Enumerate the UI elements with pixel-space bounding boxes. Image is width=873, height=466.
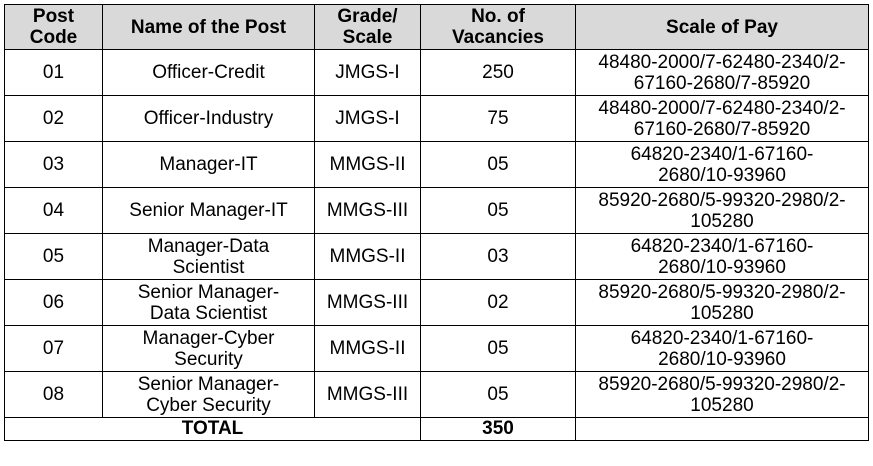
table-row <box>5 372 869 418</box>
scale-of-pay-cell: 48480-2000/7-62480-2340/2- 67160-2680/7-85920 <box>576 50 869 96</box>
table-row <box>5 96 869 142</box>
scale-of-pay-cell: 85920-2680/5-99320-2980/2- 105280 <box>576 188 869 234</box>
vacancies-cell: 05 <box>421 372 576 418</box>
post-code-cell: 02 <box>5 96 103 142</box>
vacancies-cell: 05 <box>421 326 576 372</box>
post-code-cell: 03 <box>5 142 103 188</box>
header-grade-scale: Grade/ Scale <box>315 5 421 50</box>
post-name-cell: Officer-Credit <box>103 50 315 96</box>
total-row <box>5 418 869 441</box>
post-name-cell: Senior Manager- Data Scientist <box>103 280 315 326</box>
post-name-cell: Senior Manager- Cyber Security <box>103 372 315 418</box>
post-name-cell: Manager-Data Scientist <box>103 234 315 280</box>
scale-of-pay-cell: 64820-2340/1-67160- 2680/10-93960 <box>576 326 869 372</box>
table-row <box>5 326 869 372</box>
scale-of-pay-cell: 64820-2340/1-67160- 2680/10-93960 <box>576 234 869 280</box>
grade-cell: MMGS-III <box>315 372 421 418</box>
table-row <box>5 142 869 188</box>
total-vacancies: 350 <box>421 418 576 441</box>
header-scale-of-pay: Scale of Pay <box>576 5 869 50</box>
post-name-cell: Senior Manager-IT <box>103 188 315 234</box>
post-code-cell: 07 <box>5 326 103 372</box>
grade-cell: JMGS-I <box>315 96 421 142</box>
table-row <box>5 50 869 96</box>
scale-of-pay-cell: 85920-2680/5-99320-2980/2- 105280 <box>576 280 869 326</box>
vacancy-table <box>4 4 869 441</box>
grade-cell: MMGS-II <box>315 234 421 280</box>
vacancies-cell: 02 <box>421 280 576 326</box>
post-name-cell: Manager-IT <box>103 142 315 188</box>
header-vacancies: No. of Vacancies <box>421 5 576 50</box>
header-post-name: Name of the Post <box>103 5 315 50</box>
table-row <box>5 234 869 280</box>
post-code-cell: 08 <box>5 372 103 418</box>
vacancies-cell: 03 <box>421 234 576 280</box>
post-code-cell: 05 <box>5 234 103 280</box>
post-name-cell: Manager-Cyber Security <box>103 326 315 372</box>
grade-cell: MMGS-III <box>315 280 421 326</box>
total-label: TOTAL <box>5 418 421 441</box>
vacancies-cell: 05 <box>421 142 576 188</box>
scale-of-pay-cell: 64820-2340/1-67160- 2680/10-93960 <box>576 142 869 188</box>
post-code-cell: 04 <box>5 188 103 234</box>
scale-of-pay-cell: 85920-2680/5-99320-2980/2- 105280 <box>576 372 869 418</box>
table-row <box>5 188 869 234</box>
header-post-code: Post Code <box>5 5 103 50</box>
vacancies-cell: 05 <box>421 188 576 234</box>
header-row <box>5 5 869 50</box>
grade-cell: MMGS-II <box>315 326 421 372</box>
post-code-cell: 01 <box>5 50 103 96</box>
grade-cell: MMGS-II <box>315 142 421 188</box>
vacancies-cell: 250 <box>421 50 576 96</box>
table-row <box>5 280 869 326</box>
post-name-cell: Officer-Industry <box>103 96 315 142</box>
grade-cell: JMGS-I <box>315 50 421 96</box>
grade-cell: MMGS-III <box>315 188 421 234</box>
scale-of-pay-cell: 48480-2000/7-62480-2340/2- 67160-2680/7-85920 <box>576 96 869 142</box>
vacancies-cell: 75 <box>421 96 576 142</box>
post-code-cell: 06 <box>5 280 103 326</box>
total-empty-cell <box>576 418 869 441</box>
